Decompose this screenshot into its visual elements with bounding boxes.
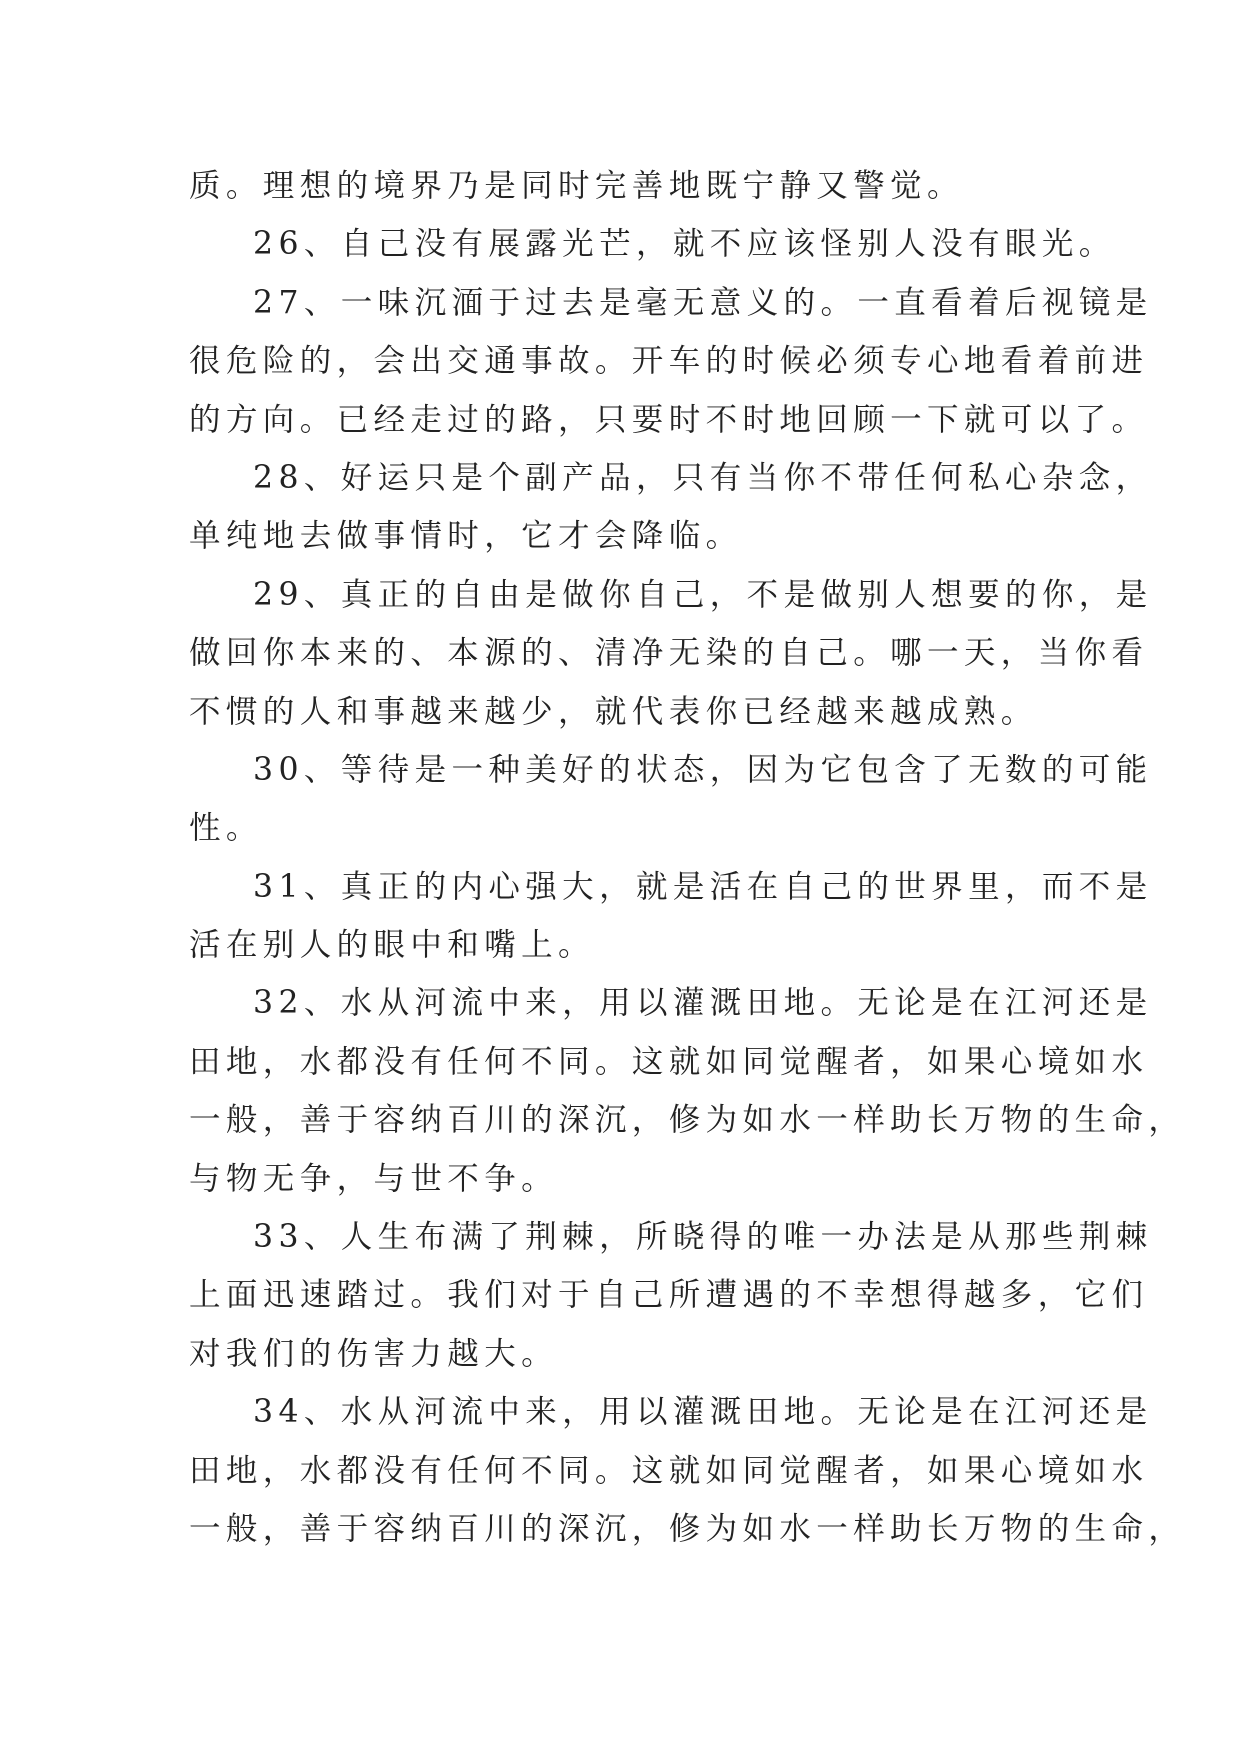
text-line: 33、人生布满了荆棘，所晓得的唯一办法是从那些荆棘 <box>253 1219 1153 1256</box>
text-line: 质。理想的境界乃是同时完善地既宁静又警觉。 <box>189 168 964 204</box>
text-line: 不惯的人和事越来越少，就代表你已经越来越成熟。 <box>189 693 1038 730</box>
text-line: 活在别人的眼中和嘴上。 <box>189 927 595 964</box>
text-line: 27、一味沉湎于过去是毫无意义的。一直看着后视镜是 <box>253 284 1153 321</box>
text-line: 与物无争，与世不争。 <box>189 1160 559 1197</box>
text-line: 田地，水都没有任何不同。这就如同觉醒者，如果心境如水 <box>189 1452 1149 1489</box>
text-line: 34、水从河流中来，用以灌溉田地。无论是在江河还是 <box>253 1394 1153 1431</box>
document-body <box>189 157 1186 1558</box>
text-line: 做回你本来的、本源的、清净无染的自己。哪一天，当你看 <box>189 635 1149 672</box>
text-line: 对我们的伤害力越大。 <box>189 1335 559 1372</box>
text-line: 性。 <box>189 810 263 847</box>
text-line: 一般，善于容纳百川的深沉，修为如水一样助长万物的生命， <box>189 1102 1186 1139</box>
text-line: 31、真正的内心强大，就是活在自己的世界里，而不是 <box>253 868 1153 905</box>
text-line: 单纯地去做事情时，它才会降临。 <box>189 518 743 555</box>
text-line: 32、水从河流中来，用以灌溉田地。无论是在江河还是 <box>253 985 1153 1022</box>
text-line: 26、自己没有展露光芒，就不应该怪别人没有眼光。 <box>253 226 1116 263</box>
text-line: 田地，水都没有任何不同。这就如同觉醒者，如果心境如水 <box>189 1043 1149 1080</box>
text-line: 29、真正的自由是做你自己，不是做别人想要的你，是 <box>253 576 1153 613</box>
text-line: 的方向。已经走过的路，只要时不时地回顾一下就可以了。 <box>189 401 1149 438</box>
text-line: 30、等待是一种美好的状态，因为它包含了无数的可能 <box>253 751 1153 788</box>
text-line: 很危险的，会出交通事故。开车的时候必须专心地看着前进 <box>189 343 1149 380</box>
text-line: 一般，善于容纳百川的深沉，修为如水一样助长万物的生命， <box>189 1510 1186 1547</box>
text-line: 28、好运只是个副产品，只有当你不带任何私心杂念， <box>253 459 1153 496</box>
text-line: 上面迅速踏过。我们对于自己所遭遇的不幸想得越多，它们 <box>189 1277 1149 1314</box>
